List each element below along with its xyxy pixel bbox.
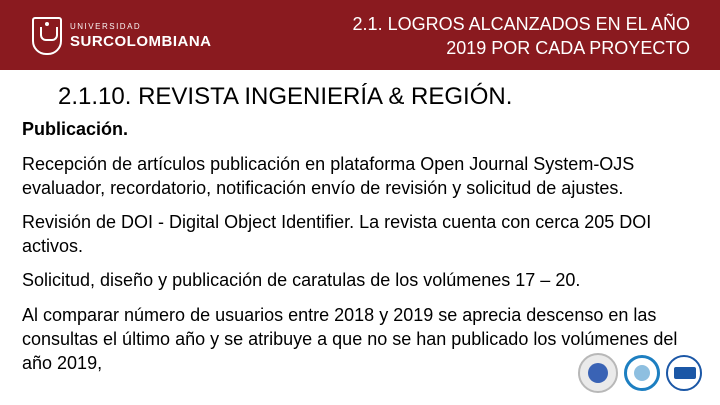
paragraph: Al comparar número de usuarios entre 2018 y 2019 se aprecia descenso en las consultas el último año y se atribuye a que no se han publicado los volúmenes del año 2019, — [22, 305, 678, 373]
header-title-line2: 2019 POR CADA PROYECTO — [446, 38, 690, 58]
paragraph: Recepción de artículos publicación en plataforma Open Journal System-OJS evaluador, recordatorio, notificación envío de revisión y solicitud de ajustes. — [22, 154, 635, 198]
certification-seal-icon — [578, 353, 618, 393]
certification-logos — [578, 350, 708, 395]
header-bar — [0, 0, 720, 70]
header-title-line1: 2.1. LOGROS ALCANZADOS EN EL AÑO — [352, 14, 690, 34]
university-logo[interactable] — [32, 14, 212, 58]
university-shield-icon — [32, 17, 62, 55]
paragraph: Solicitud, diseño y publicación de caratulas de los volúmenes 17 – 20. — [22, 270, 581, 290]
logo-caption: UNIVERSIDAD — [70, 22, 142, 31]
slide-header-title — [230, 12, 690, 60]
paragraph: Revisión de DOI - Digital Object Identifier. La revista cuenta con cerca 205 DOI activos. — [22, 212, 652, 256]
iqnet-seal-icon — [666, 355, 702, 391]
section-title: 2.1.10. REVISTA INGENIERÍA & REGIÓN. — [58, 83, 513, 110]
logo-name: SURCOLOMBIANA — [70, 33, 212, 50]
quality-seal-icon — [624, 355, 660, 391]
subtitle: Publicación. — [22, 119, 129, 139]
